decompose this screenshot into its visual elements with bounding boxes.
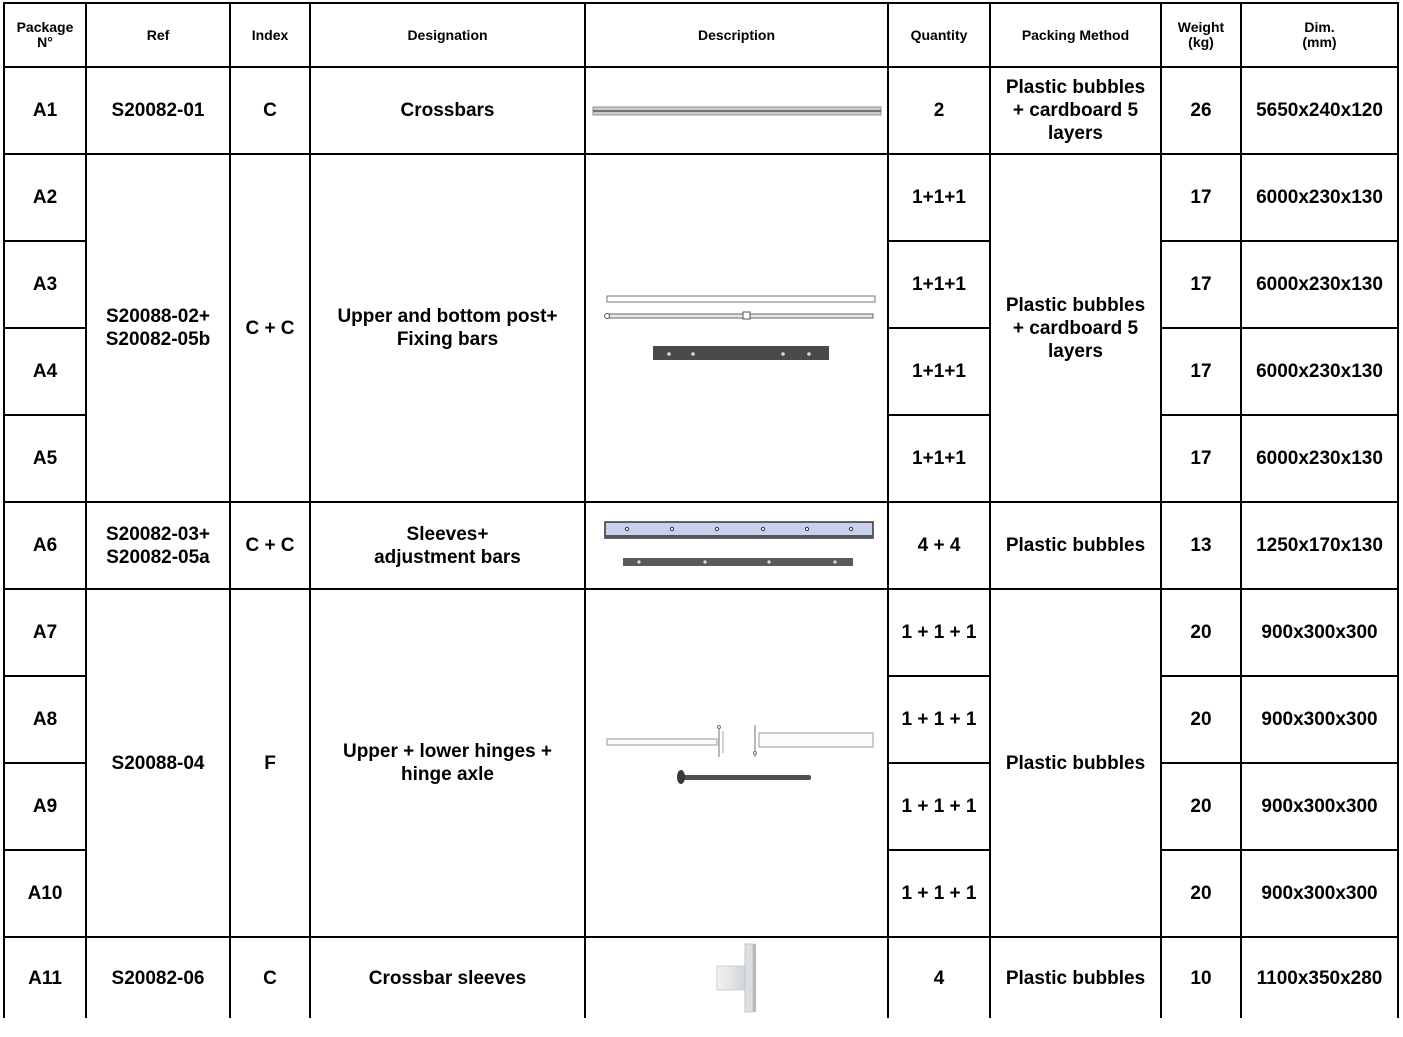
weight-cell: 17 (1161, 415, 1241, 502)
header-package: Package N° (4, 3, 86, 67)
designation-cell: Sleeves+ adjustment bars (310, 502, 585, 589)
packing-method-cell: Plastic bubbles (990, 589, 1161, 937)
description-cell (585, 937, 888, 1018)
dim-cell: 6000x230x130 (1241, 415, 1398, 502)
crossbar-sleeve-image (707, 942, 767, 1014)
description-cell (585, 589, 888, 937)
package-cell: A2 (4, 154, 86, 241)
dim-cell: 900x300x300 (1241, 850, 1398, 937)
quantity-cell: 1+1+1 (888, 415, 990, 502)
table-row (4, 937, 1398, 1018)
header-index: Index (230, 3, 310, 67)
quantity-cell: 1+1+1 (888, 328, 990, 415)
package-cell: A1 (4, 67, 86, 154)
weight-cell: 13 (1161, 502, 1241, 589)
package-cell: A7 (4, 589, 86, 676)
index-cell: C (230, 937, 310, 1018)
dim-cell: 900x300x300 (1241, 676, 1398, 763)
packing-method-cell: Plastic bubbles + cardboard 5 layers (990, 154, 1161, 502)
package-cell: A6 (4, 502, 86, 589)
package-cell: A9 (4, 763, 86, 850)
crossbar-image (591, 104, 883, 118)
hinge-and-axle-image (597, 723, 877, 803)
package-cell: A8 (4, 676, 86, 763)
weight-cell: 20 (1161, 850, 1241, 937)
ref-cell: S20088-04 (86, 589, 230, 937)
dim-cell: 1250x170x130 (1241, 502, 1398, 589)
description-cell (585, 154, 888, 502)
weight-cell: 26 (1161, 67, 1241, 154)
quantity-cell: 4 (888, 937, 990, 1018)
index-cell: F (230, 589, 310, 937)
designation-cell: Upper and bottom post+ Fixing bars (310, 154, 585, 502)
index-cell: C + C (230, 154, 310, 502)
header-quantity: Quantity (888, 3, 990, 67)
sleeve-and-adjustment-bar-image (597, 518, 877, 574)
quantity-cell: 1 + 1 + 1 (888, 763, 990, 850)
table-row (4, 502, 1398, 589)
header-packing-method: Packing Method (990, 3, 1161, 67)
designation-cell: Crossbar sleeves (310, 937, 585, 1018)
weight-cell: 20 (1161, 676, 1241, 763)
packing-method-cell: Plastic bubbles (990, 937, 1161, 1018)
quantity-cell: 1 + 1 + 1 (888, 850, 990, 937)
header-row (4, 3, 1398, 67)
header-ref: Ref (86, 3, 230, 67)
index-cell: C (230, 67, 310, 154)
dim-cell: 6000x230x130 (1241, 241, 1398, 328)
header-dim: Dim. (mm) (1241, 3, 1398, 67)
package-cell: A11 (4, 937, 86, 1018)
packing-method-cell: Plastic bubbles (990, 502, 1161, 589)
dim-cell: 5650x240x120 (1241, 67, 1398, 154)
table-row (4, 589, 1398, 676)
dim-cell: 900x300x300 (1241, 589, 1398, 676)
dim-cell: 1100x350x280 (1241, 937, 1398, 1018)
table-row (4, 154, 1398, 241)
dim-cell: 6000x230x130 (1241, 328, 1398, 415)
dim-cell: 900x300x300 (1241, 763, 1398, 850)
quantity-cell: 1 + 1 + 1 (888, 676, 990, 763)
weight-cell: 17 (1161, 154, 1241, 241)
ref-cell: S20082-01 (86, 67, 230, 154)
description-cell (585, 502, 888, 589)
package-cell: A4 (4, 328, 86, 415)
package-cell: A10 (4, 850, 86, 937)
index-cell: C + C (230, 502, 310, 589)
weight-cell: 17 (1161, 328, 1241, 415)
header-designation: Designation (310, 3, 585, 67)
weight-cell: 20 (1161, 589, 1241, 676)
post-and-fixing-bar-image (597, 288, 877, 368)
table-row (4, 67, 1398, 154)
quantity-cell: 4 + 4 (888, 502, 990, 589)
quantity-cell: 2 (888, 67, 990, 154)
dim-cell: 6000x230x130 (1241, 154, 1398, 241)
header-description: Description (585, 3, 888, 67)
description-cell (585, 67, 888, 154)
header-weight: Weight (kg) (1161, 3, 1241, 67)
designation-cell: Upper + lower hinges + hinge axle (310, 589, 585, 937)
weight-cell: 10 (1161, 937, 1241, 1018)
quantity-cell: 1 + 1 + 1 (888, 589, 990, 676)
designation-cell: Crossbars (310, 67, 585, 154)
weight-cell: 20 (1161, 763, 1241, 850)
quantity-cell: 1+1+1 (888, 154, 990, 241)
packing-method-cell: Plastic bubbles + cardboard 5 layers (990, 67, 1161, 154)
quantity-cell: 1+1+1 (888, 241, 990, 328)
packing-list-table (3, 2, 1399, 1018)
ref-cell: S20088-02+ S20082-05b (86, 154, 230, 502)
package-cell: A3 (4, 241, 86, 328)
ref-cell: S20082-03+ S20082-05a (86, 502, 230, 589)
package-cell: A5 (4, 415, 86, 502)
weight-cell: 17 (1161, 241, 1241, 328)
ref-cell: S20082-06 (86, 937, 230, 1018)
